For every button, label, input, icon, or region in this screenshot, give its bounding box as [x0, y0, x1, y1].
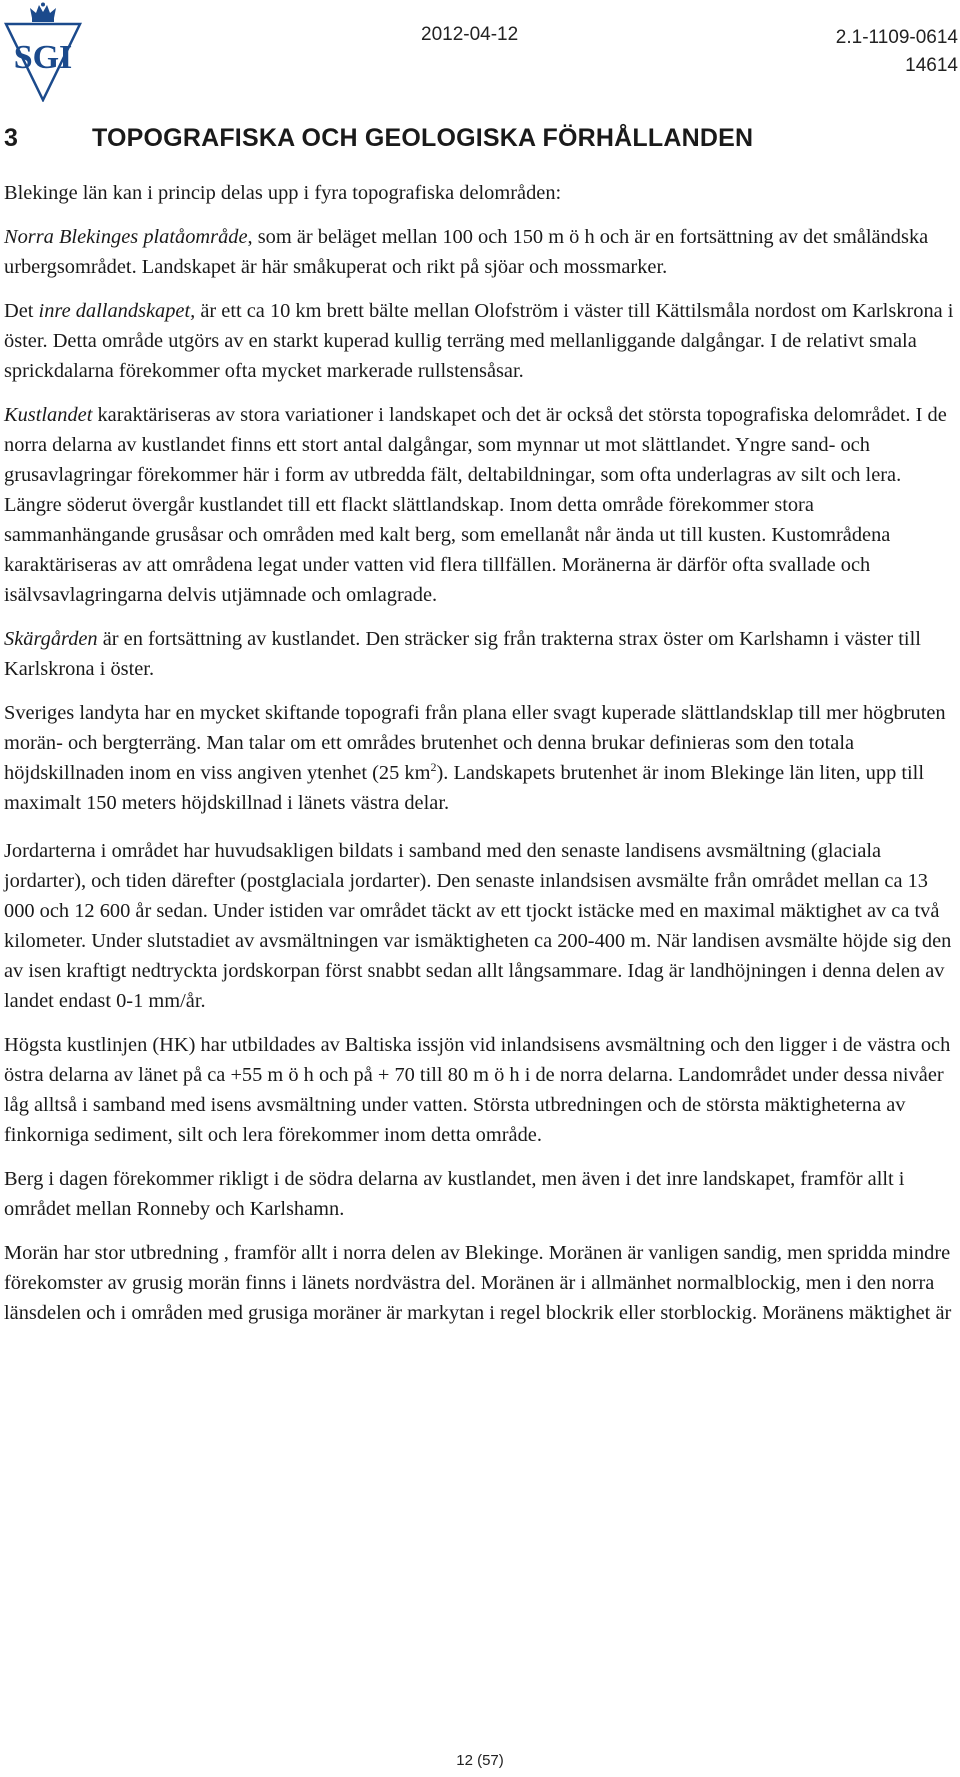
paragraph-berg: Berg i dagen förekommer rikligt i de södra delarna av kustlandet, men även i det inre landskapet, framför allt i området mellan Ronneby och Karlshamn. [4, 1168, 905, 1220]
paragraph-kustlinje: Högsta kustlinjen (HK) har utbildades av Baltiska issjön vid inlandsisens avsmältning och den ligger i de västra och östra delarna av länet på ca +55 m ö h och på + 70 till 80 m ö h i de norra delarna. Landområdet under dessa nivåer låg alltså i samband med isens avsmältning under vatten. Största utbredningen och de största mäktigheterna av finkorniga sediment, silt och lera förekommer inom detta område. [4, 1034, 951, 1146]
term-kustlandet: Kustlandet [4, 404, 93, 426]
paragraph-platau: Norra Blekinges platåområde, som är beläget mellan 100 och 150 m ö h och är en fortsättning av det småländska urbergsområdet. Landskapet är här småkuperat och rikt på sjöar och mossmarker. [4, 226, 929, 278]
term-dallandskap: inre dallandskapet, [38, 300, 196, 322]
paragraph-kustlandet: Kustlandet karaktäriseras av stora variationer i landskapet och det är också det största topografiska delområdet. I de norra delarna av kustlandet finns ett stort antal dalgångar, som mynnar ut mot slättlandet. Yngre sand- och grusavlagringar förekommer här i form av utbredda fält, deltabildningar, som ofta underlagras av silt och lera. Längre söderut övergår kustlandet till ett flackt slättlandskap. Inom detta område förekommer stora sammanhängande grusåsar och områden med kalt berg, som emellanåt når ända ut till kusten. Kustområdena karaktäriseras av att områdena legat under vatten vid flera tillfällen. Moränerna är därför ofta svallade och isälvsavlagringarna delvis utjämnade och omlagrade. [4, 404, 947, 606]
sgi-logo [2, 2, 84, 102]
body-text [4, 178, 958, 1342]
header-reference [836, 24, 958, 80]
section-title: TOPOGRAFISKA OCH GEOLOGISKA FÖRHÅLLANDEN [92, 124, 754, 152]
page-number: 12 (57) [456, 1752, 504, 1769]
header-date: 2012-04-12 [421, 24, 519, 45]
paragraph-moran: Morän har stor utbredning , framför allt i norra delen av Blekinge. Moränen är vanligen sandig, men spridda mindre förekomster av grusig morän finns i länets nordvästra del. Moränen är i allmänhet normalblockig, men i den norra länsdelen och i områden med grusiga moräner är markytan i regel blockrik eller storblockig. Moränens mäktighet är [4, 1242, 952, 1324]
section-number: 3 [4, 124, 19, 152]
logo-text: SGI [13, 39, 73, 76]
section-heading [4, 124, 753, 153]
term-skargarden: Skärgården [4, 628, 98, 650]
superscript-2: 2 [430, 760, 437, 775]
crown-icon [30, 3, 56, 23]
paragraph-jordarter: Jordarterna i området har huvudsakligen bildats i samband med den senaste landisens avsmältning (glaciala jordarter), och tiden därefter (postglaciala jordarter). Den senaste inlandsisen avsmälte från området mellan ca 13 000 och 12 600 år sedan. Under istiden var området täckt av ett tjockt istäcke med en maximal mäktighet av ca två kilometer. Under slutstadiet av avsmältningen var ismäktigheten ca 200-400 m. När landisen avsmälte höjde sig den av isen kraftigt nedtryckta jordskorpan först snabbt sedan allt långsammare. Idag är landhöjningen i denna delen av landet endast 0-1 mm/år. [4, 840, 952, 1012]
reference-sub-number: 14614 [905, 55, 958, 76]
term-platau: Norra Blekinges platåområde [4, 226, 248, 248]
reference-number: 2.1-1109-0614 [835, 27, 958, 48]
paragraph-brutenhet: Sveriges landyta har en mycket skiftande topografi från plana eller svagt kuperade slättlandsklap till mer högbruten morän- och bergterräng. Man talar om ett områdes brutenhet och denna brukar definieras som den totala höjdskillnaden inom en viss angiven ytenhet (25 $km^2$). Landskapets brutenhet är inom Blekinge län liten, upp till maximalt 150 meters höjdskillnad i länets västra delar. [4, 702, 946, 814]
paragraph-dallandskap: Det inre dallandskapet, är ett ca 10 km brett bälte mellan Olofström i väster till Kättilsmåla nordost om Karlskrona i öster. Detta område utgörs av en starkt kuperad kullig terräng med mellanliggande dalgångar. I de relativt smala sprickdalarna förekommer ofta mycket markerade rullstensåsar. [4, 300, 954, 382]
paragraph-intro: Blekinge län kan i princip delas upp i fyra topografiska delområden: [4, 182, 562, 204]
paragraph-skargarden: Skärgården är en fortsättning av kustlandet. Den sträcker sig från trakterna strax öster om Karlshamn i väster till Karlskrona i öster. [4, 628, 921, 680]
